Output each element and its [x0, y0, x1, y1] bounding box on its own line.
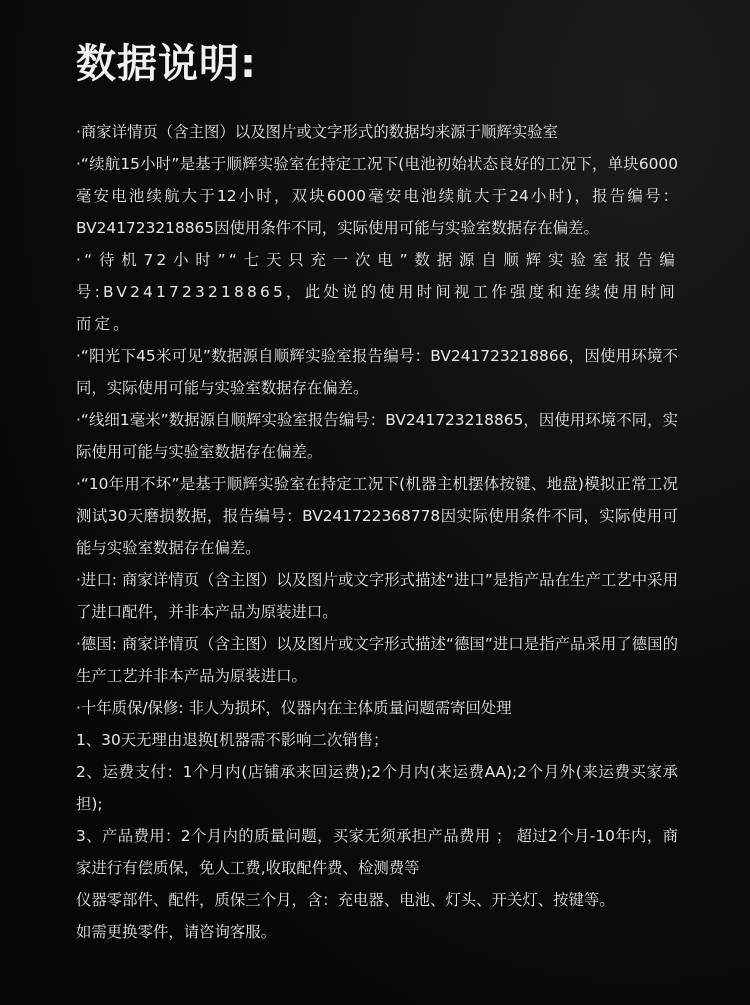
- paragraph-source: ·商家详情页（含主图）以及图片或文字形式的数据均来源于顺辉实验室: [76, 123, 559, 141]
- warranty-item-shipping: 2、运费支付：1个月内(店铺承来回运费);2个月内(来运费AA);2个月外(来运费买家承担);: [76, 763, 679, 813]
- paragraph-line-width: ·“线细1毫米”数据源自顺辉实验室报告编号：BV241723218865，因使用环境不同，实际使用可能与实验室数据存在偏差。: [76, 411, 678, 461]
- data-notice-panel: [76, 36, 678, 948]
- paragraph-battery-life: ·“续航15小时”是基于顺辉实验室在持定工况下(电池初始状态良好的工况下，单块6000毫安电池续航大于12小时，双块6000毫安电池续航大于24小时)，报告编号：BV241723218865因使用条件不同，实际使用可能与实验室数据存在偏差。: [76, 155, 678, 237]
- warranty-item-cost: 3、产品费用：2个月内的质量问题，买家无须承担产品费用 ； 超过2个月-10年内，商家进行有偿质保，免人工费,收取配件费、检测费等: [76, 827, 678, 877]
- paragraph-germany: ·德国: 商家详情页（含主图）以及图片或文字形式描述“德国”进口是指产品采用了德国的生产工艺并非本产品为原装进口。: [76, 635, 678, 685]
- warranty-item-parts: 仪器零部件、配件，质保三个月，含：充电器、电池、灯头、开关灯、按键等。: [76, 891, 615, 909]
- paragraph-standby: ·“待机72小时”“七天只充一次电”数据源自顺辉实验室报告编号:BV241723218865，此处说的使用时间视工作强度和连续使用时间而定。: [76, 251, 678, 333]
- paragraph-sunlight-visibility: ·“阳光下45米可见”数据源自顺辉实验室报告编号：BV241723218866，因使用环境不同，实际使用可能与实验室数据存在偏差。: [76, 347, 678, 397]
- page-title: 数据说明:: [76, 41, 257, 87]
- paragraph-import: ·进口: 商家详情页（含主图）以及图片或文字形式描述“进口”是指产品在生产工艺中采用了进口配件，并非本产品为原装进口。: [76, 571, 678, 621]
- paragraph-durability: ·“10年用不坏”是基于顺辉实验室在持定工况下(机器主机摆体按键、地盘)模拟正常工况测试30天磨损数据，报告编号：BV241722368778因实际使用条件不同，实际使用可能与实验室数据存在偏差。: [76, 475, 678, 557]
- customer-service-note: 如需更换零件，请咨询客服。: [76, 923, 277, 941]
- paragraph-warranty: ·十年质保/保修: 非人为损坏，仪器内在主体质量问题需寄回处理: [76, 699, 512, 717]
- warranty-item-return: 1、30天无理由退换[机器需不影响二次销售；: [76, 731, 389, 749]
- notice-body: [76, 116, 678, 948]
